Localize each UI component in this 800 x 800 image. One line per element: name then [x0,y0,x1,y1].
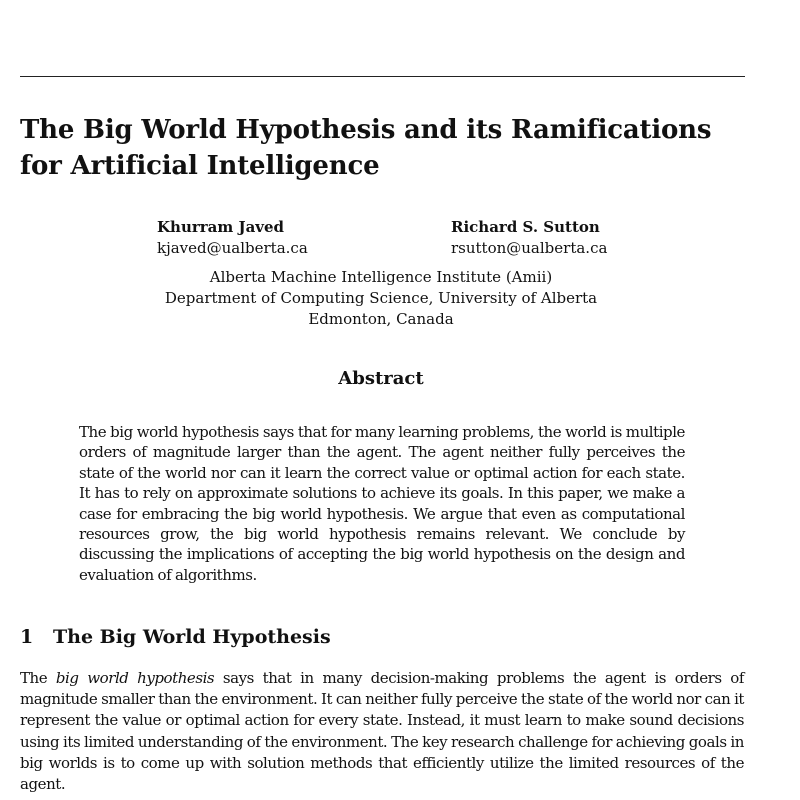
header-rule [20,76,745,77]
affiliation [0,267,762,330]
abstract-text: The big world hypothesis says that for many learning problems, the world is multiple orders of magnitude larger than the agent. The agent neither fully perceives the state of the world nor can it learn the correct value or optimal action for each state. It has to rely on approximate solutions to achieve its goals. In this paper, we make a case for embracing the big world hypothesis. We argue that even as computational resources grow, the big world hypothesis remains relevant. We conclude by discussing the implications of accepting the big world hypothesis on the design and evaluation of algorithms. [79,423,685,584]
section-paragraph-text: says that in many decision-making problems the agent is orders of magnitude smaller than the environment. It can neither fully perceive the state of the world nor can it represent the value or optimal action for every state. Instead, it must learn to make sound decisions using its limited understanding of the environment. The key research challenge for achieving goals in big worlds is to come up with solution methods that efficiently utilize the limited resources of the agent. [20,669,744,794]
author-name-2: Richard S. Sutton [451,218,600,236]
author-email-2: rsutton@ualberta.ca [451,239,608,257]
section-title: The Big World Hypothesis [53,626,331,648]
paper-title: The Big World Hypothesis and its Ramifications for Artificial Intelligence [20,115,712,181]
section-paragraph [20,668,744,795]
affiliation-line-3: Edmonton, Canada [308,310,454,328]
author-block-2 [451,217,607,259]
author-name-1: Khurram Javed [157,218,285,236]
affiliation-line-2: Department of Computing Science, University of Alberta [164,289,598,307]
author-block-1 [157,217,308,259]
section-number: 1 [20,626,34,648]
abstract-heading: Abstract [338,368,424,389]
section-paragraph-emphasis: big world hypothesis [55,669,215,687]
section-paragraph-intro: The [20,669,56,687]
author-email-1: kjaved@ualberta.ca [157,239,308,257]
affiliation-line-1: Alberta Machine Intelligence Institute (Amii) [209,268,553,286]
section-heading [20,624,331,650]
